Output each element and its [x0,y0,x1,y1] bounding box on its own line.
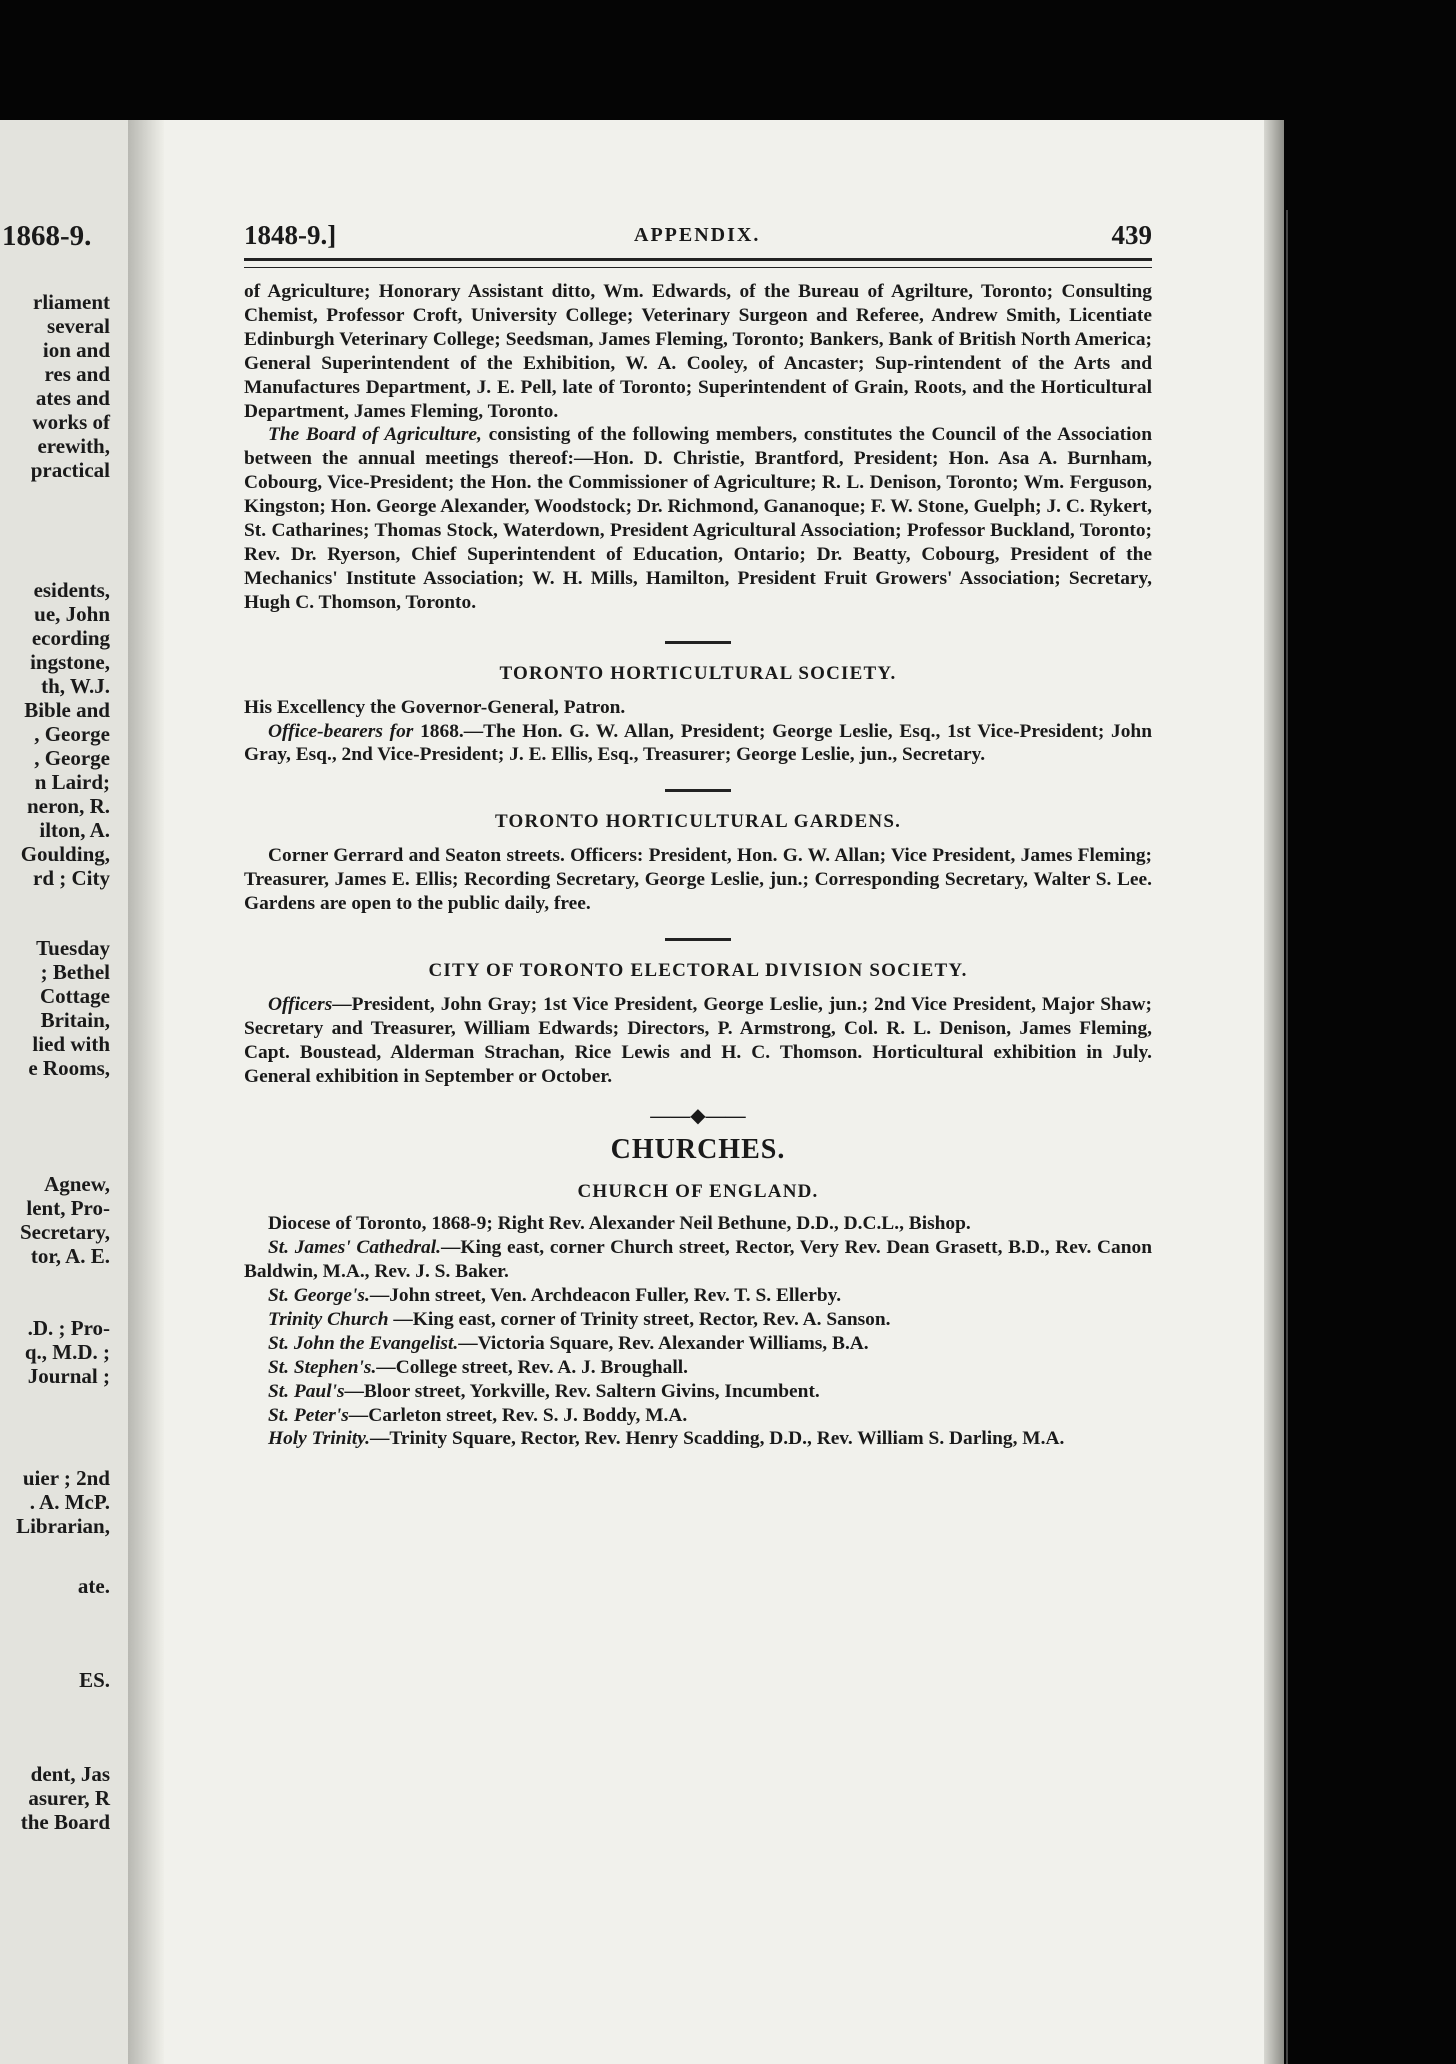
page [164,120,1264,2064]
church-name: St. James' Cathedral. [268,1237,441,1259]
church-name: Holy Trinity. [268,1428,370,1450]
thg-heading: TORONTO HORTICULTURAL GARDENS. [494,811,902,833]
board-lead: The Board of Agriculture, [268,424,482,446]
facing-page-line: th, W.J. [41,674,110,698]
facing-page-line: Goulding, [20,842,110,866]
church-name: St. Paul's [268,1380,345,1402]
board-text: consisting of the following members, constitutes the Council of the Association between the annual meetings thereof:—Hon. D. Christie, Brantford, President; Hon. Asa A. Burnham, Cobourg, Vice-President; the Hon. the Commissioner of Agriculture; R. L. Denison, Toronto; Wm. Ferguson, Kingston; Hon. George Alexander, Woodstock; Dr. Richmond, Gananoque; F. W. Stone, Guelph; J. C. Rykert, St. Catharines; Thomas Stock, Waterdown, President Agricultural Association; Professor Buckland, Toronto; Rev. Dr. Ryerson, Chief Superintendent of Education, Ontario; Dr. Beatty, Cobourg, President of the Mechanics' Institute Association; W. H. Mills, Hamilton, President Fruit Growers' Association; Secretary, Hugh C. Thomson, Toronto. [244,424,1152,613]
facing-page-line: ES. [79,1668,110,1692]
facing-page-line: ue, John [34,602,110,626]
church-entry [244,1356,1152,1380]
church-entry [244,1332,1152,1356]
facing-page-line: the Board [20,1810,110,1834]
churches-heading: CHURCHES. [610,1134,786,1166]
church-entry [244,1236,1152,1284]
church-details: —King east, corner of Trinity street, Rector, Rev. A. Sanson. [388,1308,891,1330]
church-entry [244,1427,1152,1451]
facing-page-line: ; Bethel [40,960,110,984]
church-entry [244,1284,1152,1308]
facing-page-line: Cottage [40,984,110,1008]
ths-heading: TORONTO HORTICULTURAL SOCIETY. [499,662,897,684]
facing-page-header: 1868-9. [2,220,92,252]
ornament-rule: ——◆—— [650,1105,746,1128]
church-name: St. John the Evangelist. [268,1332,459,1354]
facing-page-line: . A. McP. [29,1490,110,1514]
church-entry [244,1380,1152,1404]
running-header [244,220,1152,256]
intro-paragraph: of Agriculture; Honorary Assistant ditto, Wm. Edwards, of the Bureau of Agrilture, Toronto; Consulting Chemist, Professor Croft, University College; Veterinary Surgeon and Referee, Andrew Smith, Licentiate Edinburgh Veterinary College; Seedsman, James Fleming, Toronto; Bankers, Bank of British North America; General Superintendent of the Exhibition, W. A. Cooley, of Ancaster; Sup-rintendent of the Arts and Manufactures Department, J. E. Pell, late of Toronto; Superintendent of Grain, Roots, and the Horticultural Department, James Fleming, Toronto. [244,281,1152,422]
facing-page-line: ecording [31,626,110,650]
facing-page-line: neron, R. [26,794,110,818]
facing-page-line: .D. ; Pro- [27,1316,110,1340]
facing-page-line: erewith, [37,434,110,458]
church-details: —Trinity Square, Rector, Rev. Henry Scadding, D.D., Rev. William S. Darling, M.A. [369,1428,1065,1450]
church-list [244,1236,1152,1451]
facing-page-line: ates and [35,386,110,410]
facing-page-line: lent, Pro- [26,1196,110,1220]
facing-page-line: uier ; 2nd [22,1466,110,1490]
header-title: APPENDIX. [634,224,761,246]
church-entry [244,1308,1152,1332]
facing-page-line: ate. [77,1574,110,1598]
facing-page-line: works of [32,410,110,434]
facing-page-line: tor, A. E. [30,1244,110,1268]
church-details: —Bloor street, Yorkville, Rev. Saltern Givins, Incumbent. [344,1380,820,1402]
facing-page-fragment [0,120,128,2064]
church-details: —College street, Rev. A. J. Broughall. [376,1356,688,1378]
cted-text: —President, John Gray; 1st Vice President, George Leslie, jun.; 2nd Vice President, Major Shaw; Secretary and Treasurer, William Edwards; Directors, P. Armstrong, Col. R. L. Denison, James Fleming, Capt. Boustead, Alderman Strachan, Rice Lewis and H. C. Thomson. Horticultural exhibition in July. General exhibition in September or October. [244,993,1152,1087]
church-details: —King east, corner Church street, Rector, Very Rev. Dean Grasett, B.D., Rev. Canon Baldwin, M.A., Rev. J. S. Baker. [244,1237,1152,1283]
facing-page-line: Journal ; [27,1364,110,1388]
church-details: —John street, Ven. Archdeacon Fuller, Rev. T. S. Ellerby. [369,1285,842,1306]
facing-page-line: Tuesday [36,936,110,960]
board-paragraph [244,423,1152,614]
ths-patron: His Excellency the Governor-General, Patron. [244,696,626,718]
facing-page-line: Agnew, [44,1172,110,1196]
facing-page-line: Secretary, [20,1220,110,1244]
header-rule [244,258,1152,268]
church-entry [244,1404,1152,1428]
facing-page-line: asurer, R [28,1786,110,1810]
cted-lead: Officers [268,993,333,1015]
page-edge [1264,120,1284,2064]
facing-page-line: rliament [33,290,110,314]
thg-paragraph: Corner Gerrard and Seaton streets. Officers: President, Hon. G. W. Allan; Vice President, James Fleming; Treasurer, James E. Ellis; Recording Secretary, George Leslie, jun.; Corresponding Secretary, Walter S. Lee. Gardens are open to the public daily, free. [244,845,1152,915]
facing-page-line: , George [34,722,110,746]
church-name: Trinity Church [268,1308,389,1330]
cted-heading: CITY OF TORONTO ELECTORAL DIVISION SOCIETY. [428,959,968,981]
facing-page-line: ilton, A. [39,818,110,842]
facing-page-line: rd ; City [33,866,110,890]
ths-lead: Office-bearers for [268,720,414,742]
church-details: —Victoria Square, Rev. Alexander Williams, B.A. [458,1332,869,1354]
ths-paragraph [244,720,1152,768]
book-gutter [128,120,164,2064]
church-name: St. Peter's [268,1404,349,1426]
facing-page-line: lied with [32,1032,110,1056]
page-number: 439 [1111,220,1152,250]
facing-page-line: Bible and [24,698,110,722]
facing-page-line: ingstone, [30,650,110,674]
diocese-paragraph: Diocese of Toronto, 1868-9; Right Rev. Alexander Neil Bethune, D.D., D.C.L., Bishop. [268,1213,971,1235]
facing-page-line: Librarian, [16,1514,110,1538]
church-details: —Carleton street, Rev. S. J. Boddy, M.A. [348,1404,688,1426]
facing-page-line: dent, Jas [30,1762,110,1786]
cted-paragraph [244,993,1152,1089]
facing-page-line: e Rooms, [28,1056,110,1080]
facing-page-line: res and [44,362,110,386]
facing-page-line: Britain, [40,1008,110,1032]
church-name: St. George's. [268,1285,370,1306]
facing-page-line: q., M.D. ; [24,1340,110,1364]
ths-text: 1868.—The Hon. G. W. Allan, President; George Leslie, Esq., 1st Vice-President; John Gray, Esq., 2nd Vice-President; J. E. Ellis, Esq., Treasurer; George Leslie, jun., Secretary. [244,720,1153,766]
facing-page-line: ion and [42,338,110,362]
facing-page-line: several [47,314,110,338]
facing-page-line: n Laird; [34,770,110,794]
text-column [244,280,1152,1451]
header-year: 1848-9.] [244,220,337,250]
church-name: St. Stephen's. [268,1356,377,1378]
facing-page-line: , George [34,746,110,770]
coe-heading: CHURCH OF ENGLAND. [577,1181,819,1203]
facing-page-line: practical [30,458,110,482]
facing-page-line: esidents, [33,578,110,602]
